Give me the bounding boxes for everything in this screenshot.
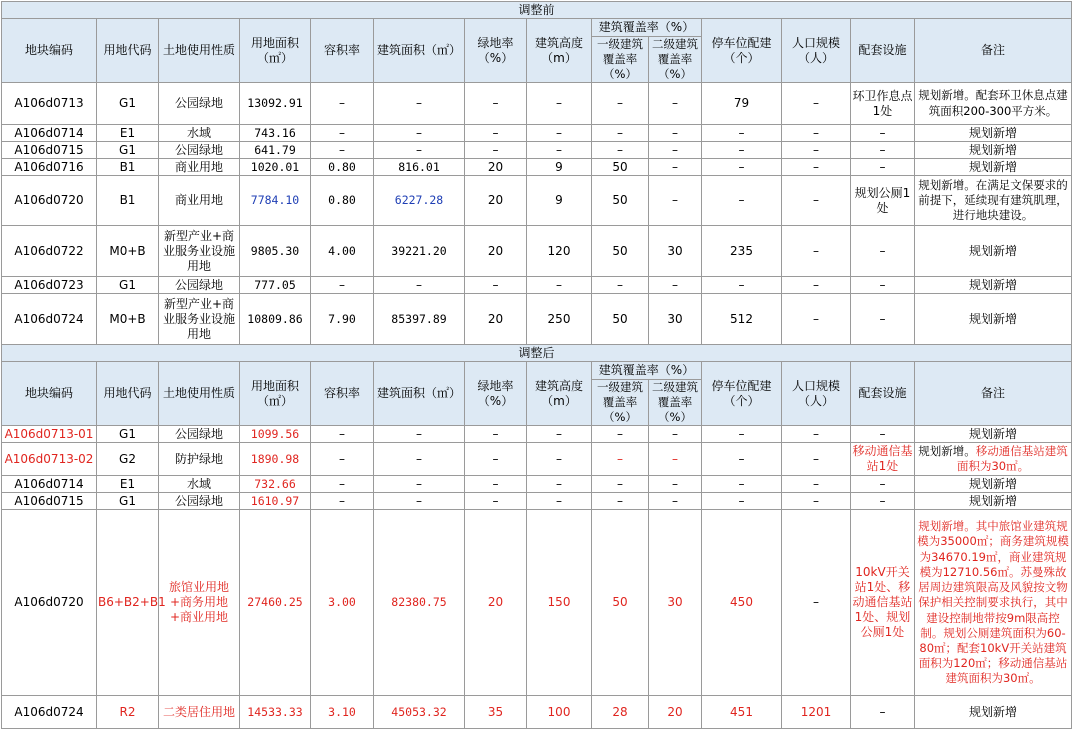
land-use-adjustment-table xyxy=(1,1,1072,729)
cell-land-code: G1 xyxy=(97,142,159,159)
cell-facilities: – xyxy=(851,426,915,443)
cell-parking: – xyxy=(702,125,782,142)
cell-notes: 规划新增 xyxy=(915,696,1072,729)
cell-facilities: – xyxy=(851,493,915,510)
cell-area: 9805.30 xyxy=(240,226,311,277)
cell-coverage-2: 30 xyxy=(649,226,702,277)
cell-green-rate: 20 xyxy=(465,294,527,345)
cell-far: 3.10 xyxy=(311,696,374,729)
cell-floor-area: 816.01 xyxy=(374,159,465,176)
cell-area: 743.16 xyxy=(240,125,311,142)
cell-height: 9 xyxy=(527,159,592,176)
header-coverage-2: 二级建筑覆盖率（%） xyxy=(649,37,702,83)
table-row xyxy=(2,443,1072,476)
cell-height: 120 xyxy=(527,226,592,277)
cell-area: 7784.10 xyxy=(240,176,311,226)
cell-population: – xyxy=(782,476,851,493)
cell-population: – xyxy=(782,142,851,159)
cell-notes: 规划新增 xyxy=(915,142,1072,159)
cell-land-code: M0+B xyxy=(97,294,159,345)
cell-land-code: G1 xyxy=(97,426,159,443)
cell-land-code: R2 xyxy=(97,696,159,729)
cell-facilities: – xyxy=(851,277,915,294)
cell-parking: – xyxy=(702,176,782,226)
cell-parking: 450 xyxy=(702,510,782,696)
cell-notes: 规划新增。其中旅馆业建筑规模为35000㎡；商务建筑规模为34670.19㎡，商业建筑规模为12710.56㎡。苏曼殊故居周边建筑限高及风貌按文物保护相关控制要求执行，其中建设控制地带按9m限高控制。规划公厕建筑面积为60-80㎡；配套10kV开关站建筑面积为120㎡；移动通信基站建筑面积为30㎡。 xyxy=(915,510,1072,696)
header-land-use: 土地使用性质 xyxy=(159,362,240,426)
cell-coverage-1: – xyxy=(592,476,649,493)
cell-parking: 79 xyxy=(702,83,782,125)
notes-plain: 规划新增。 xyxy=(918,444,976,458)
cell-coverage-2: 30 xyxy=(649,510,702,696)
cell-notes: 规划新增 xyxy=(915,159,1072,176)
header-green-rate: 绿地率（%） xyxy=(465,19,527,83)
cell-coverage-2: – xyxy=(649,142,702,159)
table-row xyxy=(2,426,1072,443)
table-row xyxy=(2,510,1072,696)
cell-land-use: 商业用地 xyxy=(159,176,240,226)
cell-coverage-2: 20 xyxy=(649,696,702,729)
header-parking: 停车位配建（个） xyxy=(702,19,782,83)
cell-population: 1201 xyxy=(782,696,851,729)
cell-plot-id: A106d0723 xyxy=(2,277,97,294)
cell-land-use: 公园绿地 xyxy=(159,493,240,510)
cell-height: – xyxy=(527,277,592,294)
cell-coverage-2: – xyxy=(649,493,702,510)
cell-population: – xyxy=(782,176,851,226)
cell-far: 3.00 xyxy=(311,510,374,696)
cell-green-rate: 20 xyxy=(465,510,527,696)
cell-coverage-2: – xyxy=(649,476,702,493)
cell-plot-id: A106d0713-01 xyxy=(2,426,97,443)
cell-land-code: B1 xyxy=(97,159,159,176)
cell-coverage-2: – xyxy=(649,83,702,125)
cell-coverage-2: – xyxy=(649,443,702,476)
cell-coverage-1: – xyxy=(592,125,649,142)
table-row xyxy=(2,493,1072,510)
cell-population: – xyxy=(782,226,851,277)
cell-land-use: 二类居住用地 xyxy=(159,696,240,729)
cell-population: – xyxy=(782,443,851,476)
cell-land-use: 水域 xyxy=(159,476,240,493)
cell-coverage-2: – xyxy=(649,176,702,226)
header-green-rate: 绿地率（%） xyxy=(465,362,527,426)
header-area: 用地面积（㎡） xyxy=(240,19,311,83)
cell-floor-area: – xyxy=(374,125,465,142)
header-coverage-1: 一级建筑覆盖率（%） xyxy=(592,37,649,83)
cell-area: 27460.25 xyxy=(240,510,311,696)
cell-plot-id: A106d0715 xyxy=(2,493,97,510)
cell-height: – xyxy=(527,443,592,476)
cell-notes: 规划新增。配套环卫休息点建筑面积200-300平方米。 xyxy=(915,83,1072,125)
cell-far: 0.80 xyxy=(311,176,374,226)
cell-land-use: 公园绿地 xyxy=(159,142,240,159)
cell-area: 777.05 xyxy=(240,277,311,294)
cell-height: – xyxy=(527,83,592,125)
cell-plot-id: A106d0713-02 xyxy=(2,443,97,476)
table-row xyxy=(2,176,1072,226)
cell-population: – xyxy=(782,493,851,510)
cell-floor-area: – xyxy=(374,476,465,493)
cell-notes: 规划新增 xyxy=(915,493,1072,510)
cell-facilities: 移动通信基站1处 xyxy=(851,443,915,476)
cell-plot-id: A106d0724 xyxy=(2,294,97,345)
cell-facilities: 10kV开关站1处、移动通信基站1处、规划公厕1处 xyxy=(851,510,915,696)
header-facilities: 配套设施 xyxy=(851,19,915,83)
table-row xyxy=(2,125,1072,142)
cell-plot-id: A106d0722 xyxy=(2,226,97,277)
cell-facilities: – xyxy=(851,226,915,277)
cell-area: 14533.33 xyxy=(240,696,311,729)
cell-height: – xyxy=(527,125,592,142)
table-row xyxy=(2,159,1072,176)
cell-parking: – xyxy=(702,159,782,176)
cell-coverage-1: 50 xyxy=(592,510,649,696)
cell-population: – xyxy=(782,294,851,345)
cell-floor-area: 39221.20 xyxy=(374,226,465,277)
cell-green-rate: – xyxy=(465,426,527,443)
cell-area: 641.79 xyxy=(240,142,311,159)
cell-coverage-1: 28 xyxy=(592,696,649,729)
header-land-use: 土地使用性质 xyxy=(159,19,240,83)
cell-coverage-1: 50 xyxy=(592,294,649,345)
header-plot-id: 地块编码 xyxy=(2,19,97,83)
cell-coverage-1: – xyxy=(592,277,649,294)
cell-facilities: 环卫作息点1处 xyxy=(851,83,915,125)
cell-height: 100 xyxy=(527,696,592,729)
cell-area: 1610.97 xyxy=(240,493,311,510)
header-floor-area: 建筑面积（㎡） xyxy=(374,362,465,426)
cell-plot-id: A106d0714 xyxy=(2,125,97,142)
cell-coverage-2: – xyxy=(649,125,702,142)
cell-coverage-2: – xyxy=(649,159,702,176)
cell-height: 150 xyxy=(527,510,592,696)
header-land-code: 用地代码 xyxy=(97,19,159,83)
cell-far: – xyxy=(311,493,374,510)
cell-population: – xyxy=(782,426,851,443)
cell-floor-area: – xyxy=(374,443,465,476)
cell-height: – xyxy=(527,426,592,443)
cell-far: – xyxy=(311,426,374,443)
header-coverage: 建筑覆盖率（%） xyxy=(592,362,702,380)
cell-land-use: 新型产业+商业服务业设施用地 xyxy=(159,226,240,277)
cell-land-code: G1 xyxy=(97,493,159,510)
cell-green-rate: – xyxy=(465,476,527,493)
table-row xyxy=(2,294,1072,345)
cell-height: – xyxy=(527,493,592,510)
cell-height: 9 xyxy=(527,176,592,226)
cell-notes: 规划新增 xyxy=(915,476,1072,493)
cell-facilities: 规划公厕1处 xyxy=(851,176,915,226)
header-far: 容积率 xyxy=(311,362,374,426)
header-height: 建筑高度（m） xyxy=(527,19,592,83)
cell-parking: – xyxy=(702,476,782,493)
cell-parking: – xyxy=(702,277,782,294)
cell-far: – xyxy=(311,476,374,493)
cell-coverage-2: – xyxy=(649,426,702,443)
cell-plot-id: A106d0720 xyxy=(2,176,97,226)
cell-floor-area: – xyxy=(374,83,465,125)
cell-floor-area: – xyxy=(374,426,465,443)
table-row xyxy=(2,83,1072,125)
cell-parking: – xyxy=(702,493,782,510)
cell-population: – xyxy=(782,277,851,294)
cell-height: 250 xyxy=(527,294,592,345)
cell-land-use: 新型产业+商业服务业设施用地 xyxy=(159,294,240,345)
cell-parking: 451 xyxy=(702,696,782,729)
cell-area: 13092.91 xyxy=(240,83,311,125)
header-facilities: 配套设施 xyxy=(851,362,915,426)
cell-green-rate: 20 xyxy=(465,226,527,277)
cell-notes: 规划新增 xyxy=(915,294,1072,345)
cell-floor-area: – xyxy=(374,277,465,294)
cell-land-code: G2 xyxy=(97,443,159,476)
cell-population: – xyxy=(782,125,851,142)
cell-parking: – xyxy=(702,142,782,159)
cell-plot-id: A106d0724 xyxy=(2,696,97,729)
cell-green-rate: – xyxy=(465,125,527,142)
cell-notes: 规划新增。在满足文保要求的前提下，延续现有建筑肌理，进行地块建设。 xyxy=(915,176,1072,226)
cell-facilities: – xyxy=(851,159,915,176)
cell-population: – xyxy=(782,159,851,176)
cell-coverage-1: 50 xyxy=(592,176,649,226)
cell-height: – xyxy=(527,476,592,493)
cell-plot-id: A106d0714 xyxy=(2,476,97,493)
cell-land-code: B1 xyxy=(97,176,159,226)
cell-notes: 规划新增 xyxy=(915,226,1072,277)
cell-green-rate: – xyxy=(465,142,527,159)
header-far: 容积率 xyxy=(311,19,374,83)
cell-land-use: 公园绿地 xyxy=(159,426,240,443)
cell-area: 1890.98 xyxy=(240,443,311,476)
cell-green-rate: 35 xyxy=(465,696,527,729)
cell-floor-area: – xyxy=(374,493,465,510)
cell-area: 10809.86 xyxy=(240,294,311,345)
cell-coverage-1: 50 xyxy=(592,226,649,277)
cell-area: 1020.01 xyxy=(240,159,311,176)
header-area: 用地面积（㎡） xyxy=(240,362,311,426)
cell-notes: 规划新增 xyxy=(915,277,1072,294)
table-row xyxy=(2,696,1072,729)
cell-coverage-1: – xyxy=(592,493,649,510)
cell-facilities: – xyxy=(851,142,915,159)
header-population: 人口规模（人） xyxy=(782,362,851,426)
cell-area: 732.66 xyxy=(240,476,311,493)
header-coverage: 建筑覆盖率（%） xyxy=(592,19,702,37)
cell-land-use: 公园绿地 xyxy=(159,277,240,294)
cell-floor-area: 82380.75 xyxy=(374,510,465,696)
cell-coverage-2: – xyxy=(649,277,702,294)
section-title-after: 调整后 xyxy=(2,345,1072,362)
cell-far: 4.00 xyxy=(311,226,374,277)
cell-green-rate: – xyxy=(465,443,527,476)
cell-facilities: – xyxy=(851,294,915,345)
cell-height: – xyxy=(527,142,592,159)
header-height: 建筑高度（m） xyxy=(527,362,592,426)
cell-land-code: M0+B xyxy=(97,226,159,277)
cell-coverage-1: – xyxy=(592,426,649,443)
cell-far: – xyxy=(311,125,374,142)
cell-far: 7.90 xyxy=(311,294,374,345)
cell-land-use: 防护绿地 xyxy=(159,443,240,476)
cell-land-code: E1 xyxy=(97,125,159,142)
cell-green-rate: – xyxy=(465,83,527,125)
cell-notes xyxy=(915,443,1072,476)
cell-facilities: – xyxy=(851,476,915,493)
cell-land-code: E1 xyxy=(97,476,159,493)
cell-parking: 512 xyxy=(702,294,782,345)
cell-green-rate: – xyxy=(465,493,527,510)
cell-plot-id: A106d0713 xyxy=(2,83,97,125)
cell-population: – xyxy=(782,510,851,696)
cell-notes: 规划新增 xyxy=(915,426,1072,443)
cell-area: 1099.56 xyxy=(240,426,311,443)
cell-plot-id: A106d0716 xyxy=(2,159,97,176)
cell-parking: – xyxy=(702,426,782,443)
cell-plot-id: A106d0715 xyxy=(2,142,97,159)
cell-land-use: 商业用地 xyxy=(159,159,240,176)
cell-coverage-1: 50 xyxy=(592,159,649,176)
table-row xyxy=(2,277,1072,294)
table-row xyxy=(2,142,1072,159)
cell-land-code: G1 xyxy=(97,277,159,294)
header-plot-id: 地块编码 xyxy=(2,362,97,426)
cell-plot-id: A106d0720 xyxy=(2,510,97,696)
header-notes: 备注 xyxy=(915,362,1072,426)
cell-facilities: – xyxy=(851,125,915,142)
cell-coverage-2: 30 xyxy=(649,294,702,345)
header-coverage-2: 二级建筑覆盖率（%） xyxy=(649,380,702,426)
cell-coverage-1: – xyxy=(592,142,649,159)
cell-coverage-1: – xyxy=(592,443,649,476)
header-coverage-1: 一级建筑覆盖率（%） xyxy=(592,380,649,426)
cell-far: – xyxy=(311,443,374,476)
header-population: 人口规模（人） xyxy=(782,19,851,83)
header-floor-area: 建筑面积（㎡） xyxy=(374,19,465,83)
notes-changed: 移动通信基站建筑面积为30㎡。 xyxy=(956,444,1068,474)
cell-far: 0.80 xyxy=(311,159,374,176)
header-parking: 停车位配建（个） xyxy=(702,362,782,426)
cell-parking: – xyxy=(702,443,782,476)
cell-floor-area: 45053.32 xyxy=(374,696,465,729)
header-land-code: 用地代码 xyxy=(97,362,159,426)
cell-far: – xyxy=(311,83,374,125)
cell-floor-area: – xyxy=(374,142,465,159)
cell-land-use: 旅馆业用地+商务用地+商业用地 xyxy=(159,510,240,696)
cell-coverage-1: – xyxy=(592,83,649,125)
cell-far: – xyxy=(311,142,374,159)
cell-floor-area: 85397.89 xyxy=(374,294,465,345)
cell-green-rate: 20 xyxy=(465,176,527,226)
cell-land-code: G1 xyxy=(97,83,159,125)
cell-green-rate: – xyxy=(465,277,527,294)
cell-facilities: – xyxy=(851,696,915,729)
cell-far: – xyxy=(311,277,374,294)
cell-land-use: 水域 xyxy=(159,125,240,142)
cell-floor-area: 6227.28 xyxy=(374,176,465,226)
cell-land-use: 公园绿地 xyxy=(159,83,240,125)
header-notes: 备注 xyxy=(915,19,1072,83)
cell-population: – xyxy=(782,83,851,125)
table-row xyxy=(2,226,1072,277)
cell-land-code: B6+B2+B1 xyxy=(97,510,159,696)
cell-parking: 235 xyxy=(702,226,782,277)
table-row xyxy=(2,476,1072,493)
section-title-before: 调整前 xyxy=(2,2,1072,19)
cell-green-rate: 20 xyxy=(465,159,527,176)
cell-notes: 规划新增 xyxy=(915,125,1072,142)
